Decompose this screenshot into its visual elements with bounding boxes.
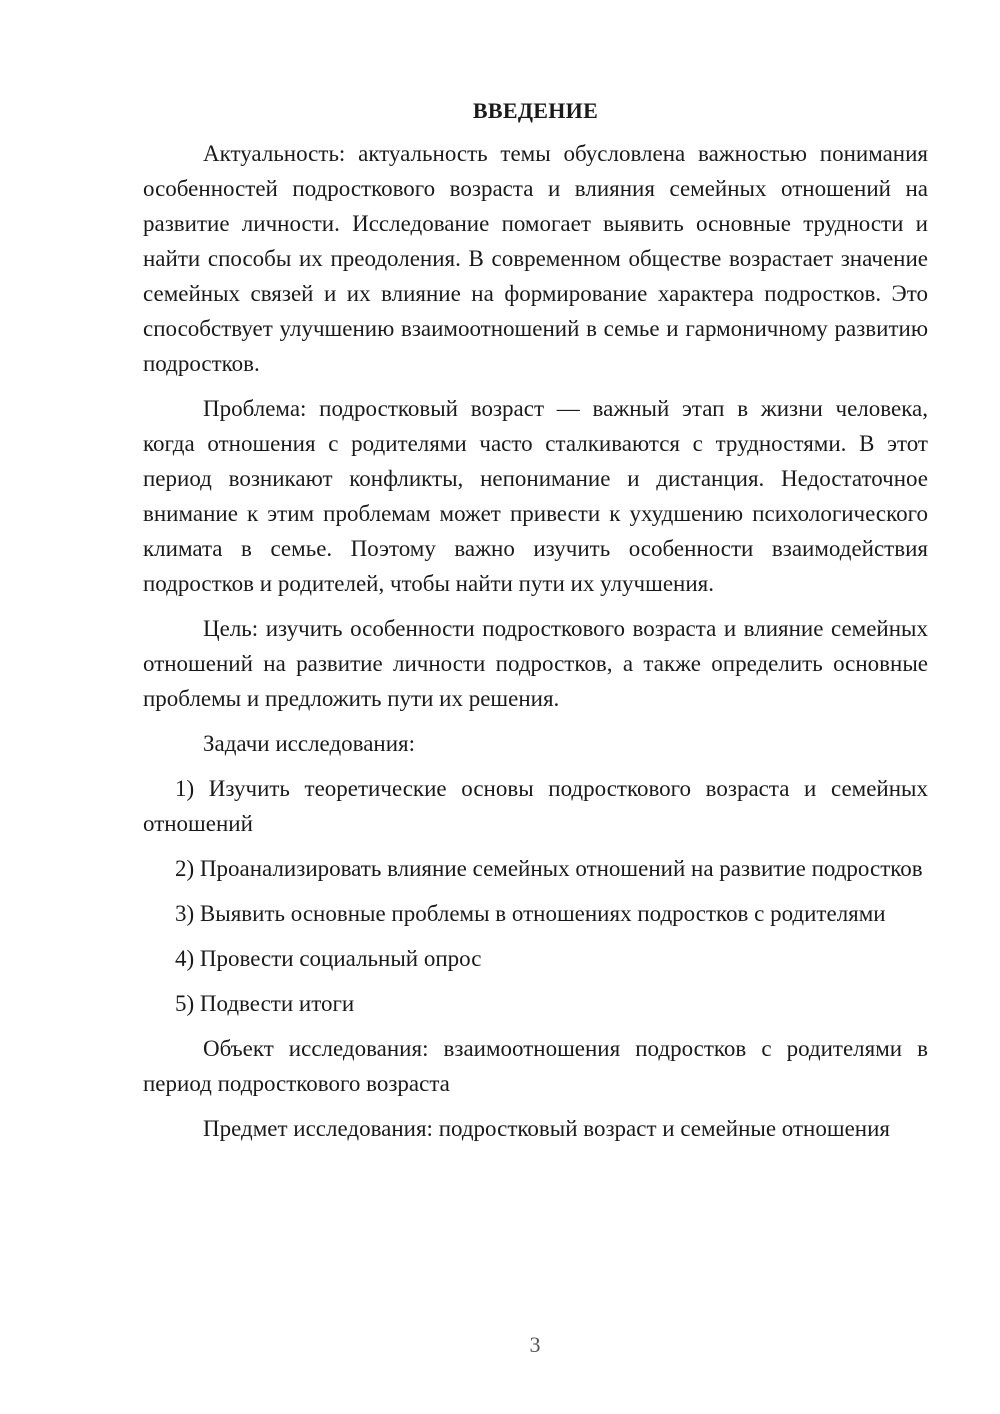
task-item-2: 2) Проанализировать влияние семейных отношений на развитие подростков (175, 856, 923, 881)
subject-paragraph: Предмет исследования: подростковый возраст и семейные отношения (203, 1116, 890, 1141)
task-item-5: 5) Подвести итоги (175, 991, 355, 1016)
page-number: 3 (529, 1332, 541, 1357)
goal-paragraph: Цель: изучить особенности подросткового возраста и влияние семейных отношений на развитие личности подростков, а также определить основные проблемы и предложить пути их решения. (143, 616, 928, 711)
problem-paragraph: Проблема: подростковый возраст — важный этап в жизни человека, когда отношения с родителями часто сталкиваются с трудностями. В этот период возникают конфликты, непонимание и дистанция. Недостаточное внимание к этим проблемам может привести к ухудшению психологического климата в семье. Поэтому важно изучить особенности взаимодействия подростков и родителей, чтобы найти пути их улучшения. (143, 396, 928, 596)
tasks-heading: Задачи исследования: (203, 731, 416, 756)
page-content (143, 96, 928, 1156)
relevance-paragraph: Актуальность: актуальность темы обусловлена важностью понимания особенностей подросткового возраста и влияния семейных отношений на развитие личности. Исследование помогает выявить основные трудности и найти способы их преодоления. В современном обществе возрастает значение семейных связей и их влияние на формирование характера подростков. Это способствует улучшению взаимоотношений в семье и гармоничному развитию подростков. (143, 141, 928, 376)
object-paragraph: Объект исследования: взаимоотношения подростков с родителями в период подросткового возраста (143, 1036, 928, 1096)
task-item-1: 1) Изучить теоретические основы подросткового возраста и семейных отношений (143, 776, 928, 836)
task-item-3: 3) Выявить основные проблемы в отношениях подростков с родителями (175, 901, 886, 926)
task-item-4: 4) Провести социальный опрос (175, 946, 482, 971)
page-title: ВВЕДЕНИЕ (472, 98, 599, 123)
